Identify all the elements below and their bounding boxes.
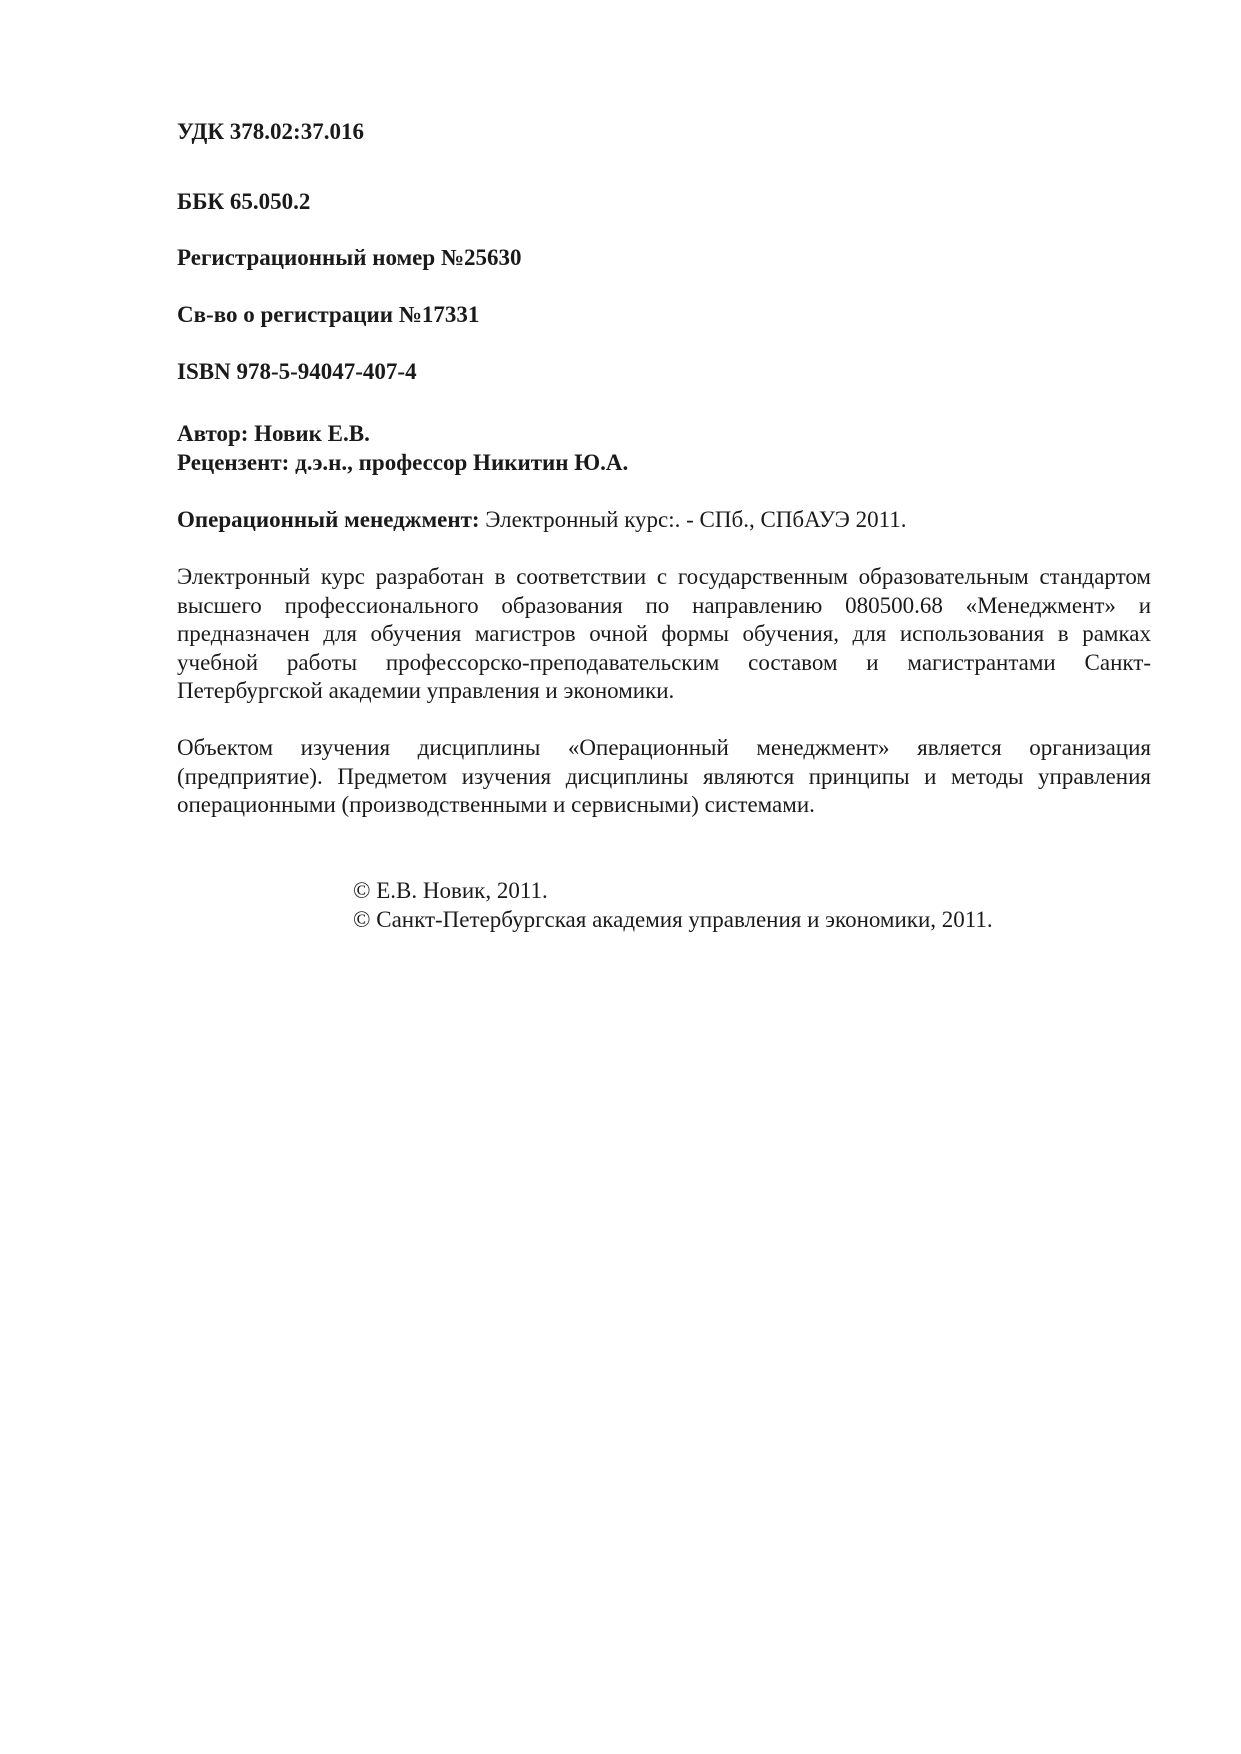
copyright-academy: © Санкт-Петербургская академия управления и экономики, 2011.	[353, 907, 993, 932]
registration-number: Регистрационный номер №25630	[177, 245, 522, 270]
paragraph-course-description: Электронный курс разработан в соответствии с государственным образовательным стандартом высшего профессионального образования по направлению 080500.68 «Менеджмент» и предназначен для обучения магистров очной формы обучения, для использования в рамках учебной работы профессорско-преподавательским составом и магистрантами Санкт-Петербургской академии управления и экономики.	[177, 564, 1151, 703]
citation-title: Операционный менеджмент:	[177, 507, 480, 532]
bbk-line: ББК 65.050.2	[177, 189, 311, 214]
registration-certificate: Св-во о регистрации №17331	[177, 302, 480, 327]
udk-line: УДК 378.02:37.016	[177, 119, 364, 144]
author-line: Автор: Новик Е.В.	[177, 421, 370, 446]
copyright-author: © Е.В. Новик, 2011.	[353, 878, 548, 903]
isbn-line: ISBN 978-5-94047-407-4	[177, 359, 417, 384]
reviewer-line: Рецензент: д.э.н., профессор Никитин Ю.А.	[177, 450, 629, 475]
paragraph-subject-description: Объектом изучения дисциплины «Операционный менеджмент» является организация (предприятие). Предметом изучения дисциплины являются принципы и методы управления операционными (производственными и сервисными) системами.	[177, 735, 1151, 817]
citation-line	[177, 506, 907, 534]
citation-rest: Электронный курс:. - СПб., СПбАУЭ 2011.	[479, 507, 907, 532]
